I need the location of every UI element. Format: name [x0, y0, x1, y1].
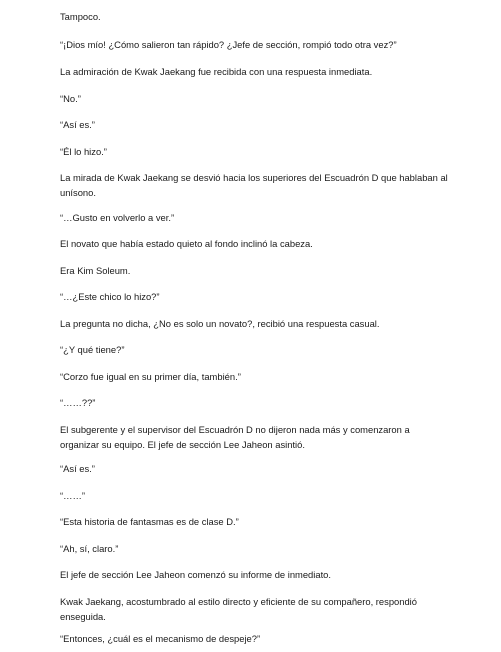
paragraph-9: El novato que había estado quieto al fondo inclinó la cabeza.: [60, 238, 313, 249]
paragraph-22: Kwak Jaekang, acostumbrado al estilo directo y eficiente de su compañero, respondió enseguida.: [60, 596, 417, 622]
paragraph-21: El jefe de sección Lee Jaheon comenzó su informe de inmediato.: [60, 569, 331, 580]
paragraph-12: La pregunta no dicha, ¿No es solo un novato?, recibió una respuesta casual.: [60, 318, 380, 329]
paragraph-16: El subgerente y el supervisor del Escuadrón D no dijeron nada más y comenzaron a organizar su equipo. El jefe de sección Lee Jaheon asintió.: [60, 424, 410, 450]
paragraph-1: Tampoco.: [60, 11, 101, 22]
paragraph-4: “No.”: [60, 93, 81, 104]
paragraph-18: “……”: [60, 490, 85, 501]
paragraph-6: “Él lo hizo.”: [60, 146, 107, 157]
paragraph-7: La mirada de Kwak Jaekang se desvió hacia los superiores del Escuadrón D que hablaban al unísono.: [60, 172, 448, 198]
paragraph-19: “Esta historia de fantasmas es de clase D.”: [60, 516, 239, 527]
paragraph-10: Era Kim Soleum.: [60, 265, 131, 276]
paragraph-11: “…¿Este chico lo hizo?”: [60, 291, 160, 302]
paragraph-23: “Entonces, ¿cuál es el mecanismo de despeje?”: [60, 633, 261, 644]
paragraph-2: “¡Dios mío! ¿Cómo salieron tan rápido? ¿Jefe de sección, rompió todo otra vez?”: [60, 39, 397, 50]
paragraph-17: “Así es.”: [60, 463, 95, 474]
paragraph-3: La admiración de Kwak Jaekang fue recibida con una respuesta inmediata.: [60, 66, 373, 77]
paragraph-14: “Corzo fue igual en su primer día, también.”: [60, 371, 241, 382]
paragraph-15: “……??”: [60, 397, 96, 408]
paragraph-13: “¿Y qué tiene?”: [60, 344, 125, 355]
paragraph-20: “Ah, sí, claro.”: [60, 543, 119, 554]
paragraph-8: “…Gusto en volverlo a ver.”: [60, 212, 175, 223]
paragraph-5: “Así es.”: [60, 119, 95, 130]
